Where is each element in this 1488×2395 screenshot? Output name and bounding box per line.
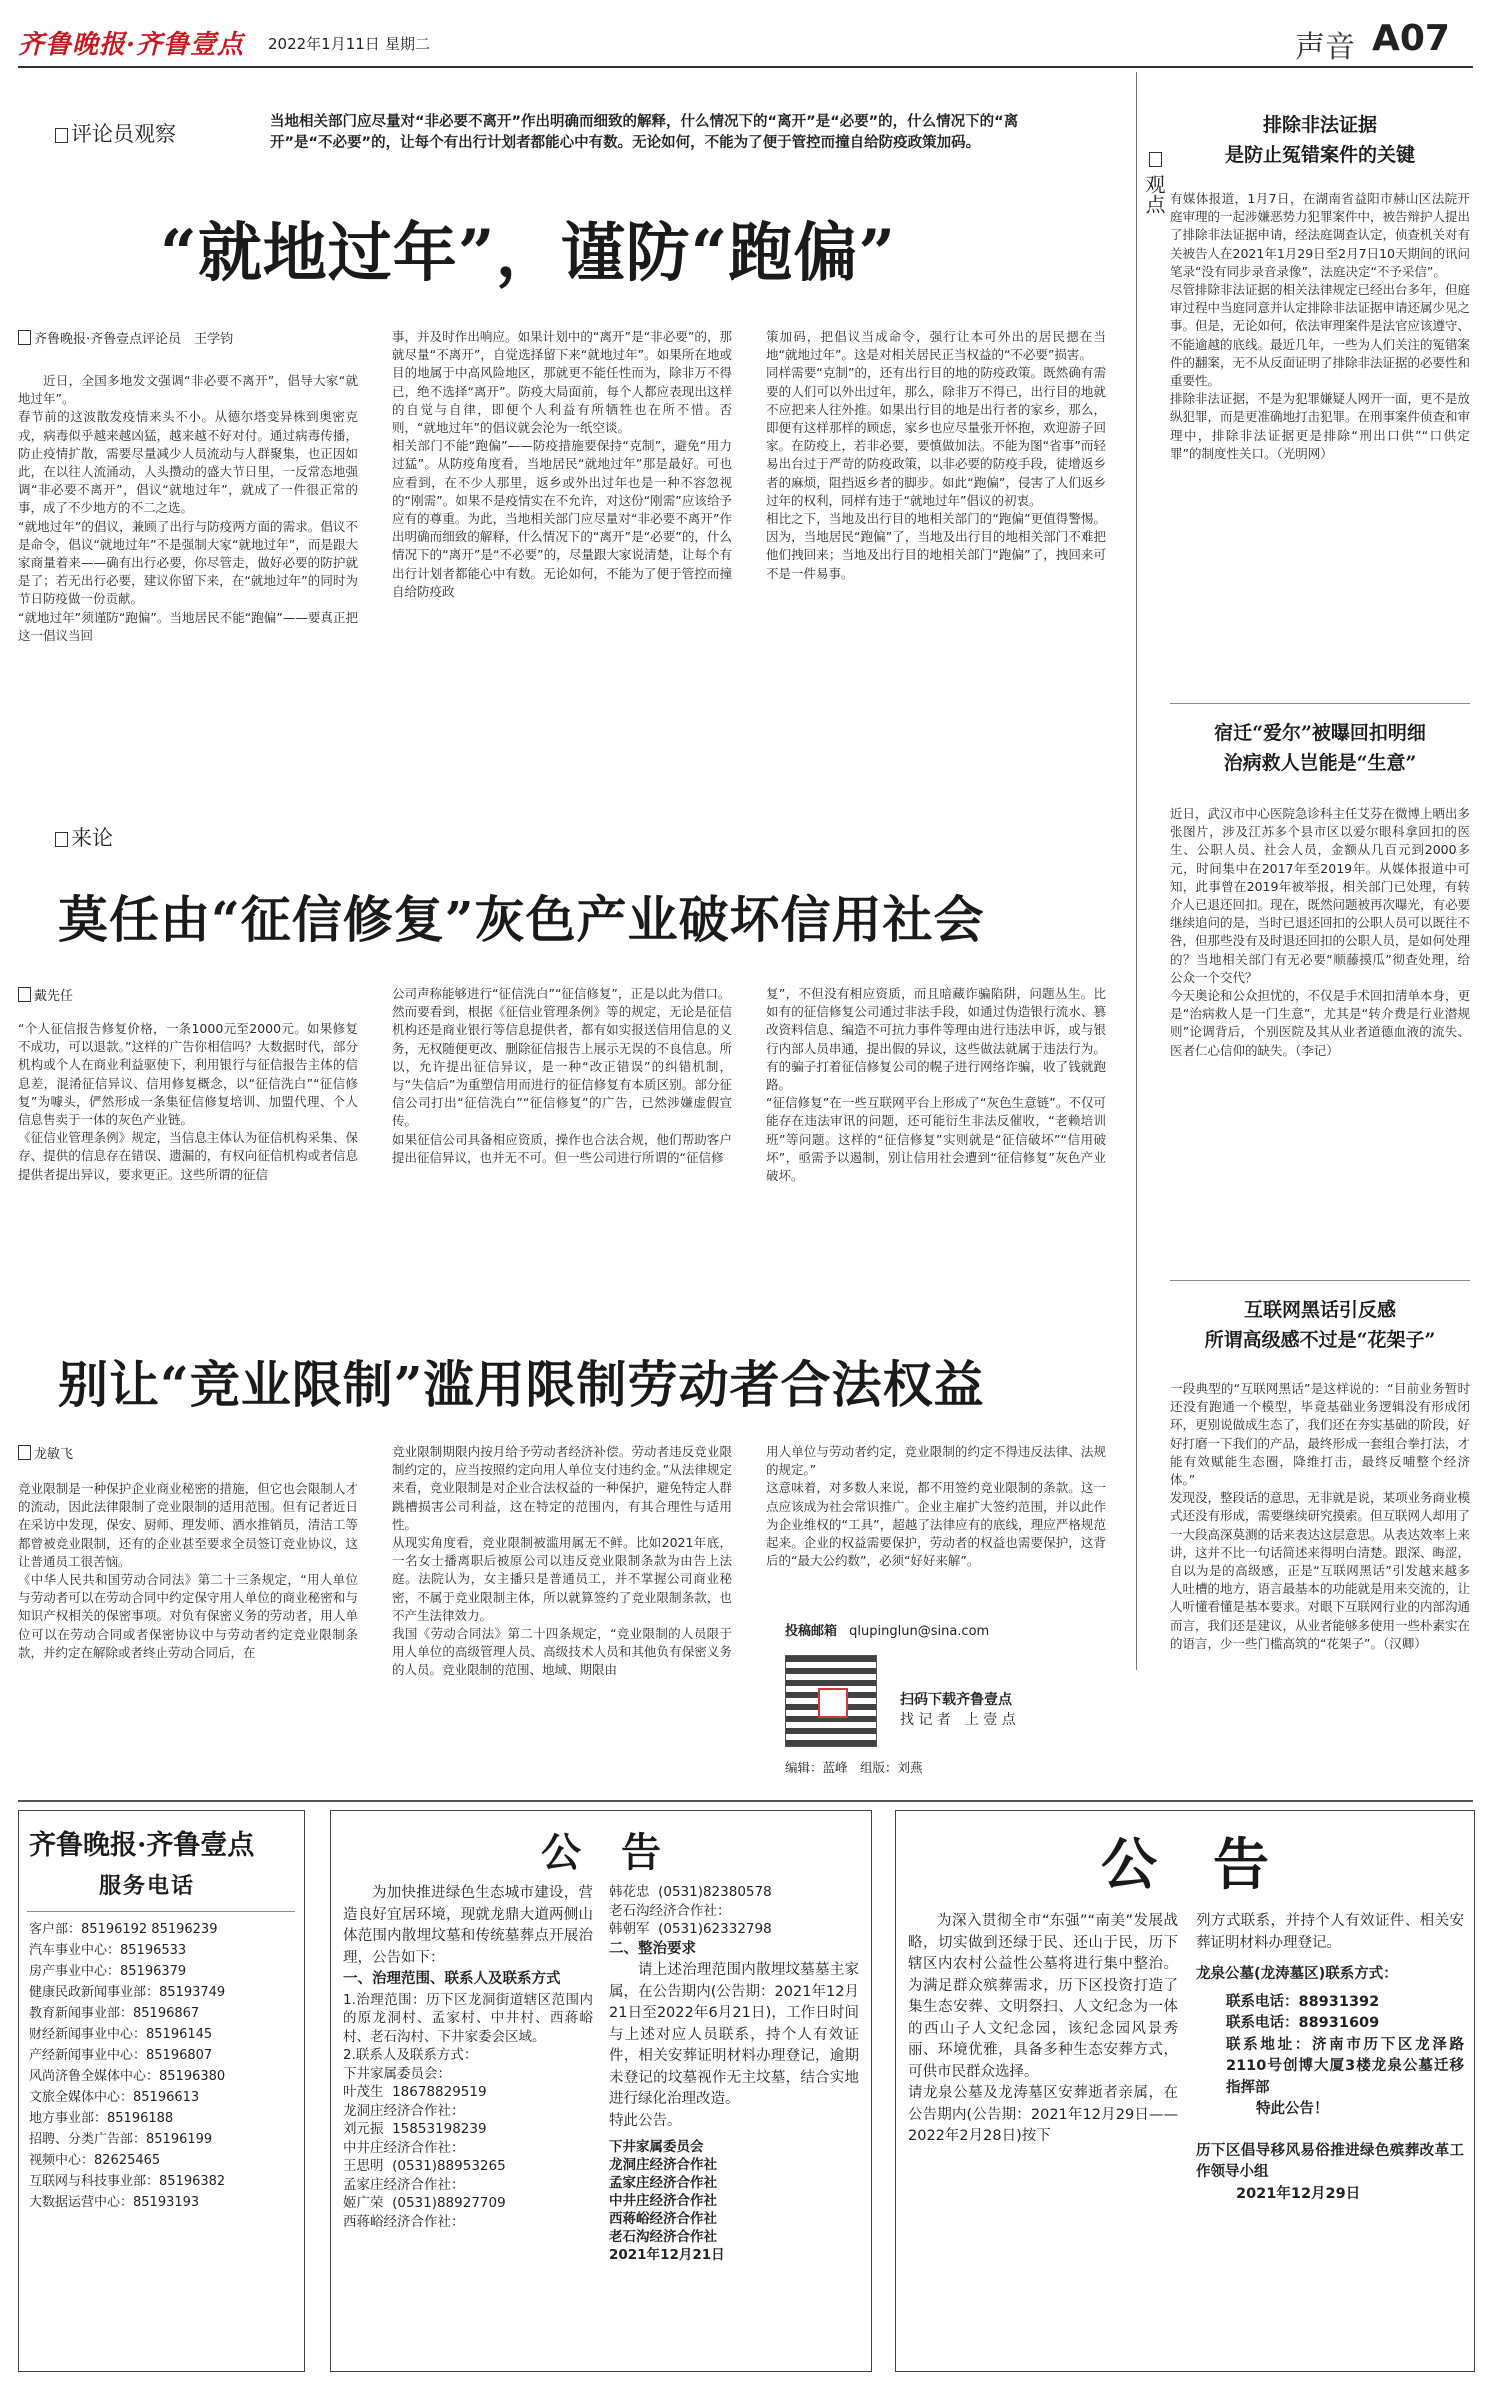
side-kicker-text: 观点: [1142, 174, 1166, 214]
notice1-date: 2021年12月21日: [609, 2247, 725, 2263]
article3-col3: 用人单位与劳动者约定，竞业限制的约定不得违反法律、法规的规定。” 这意味着，对多数人来说，都不用签约竞业限制的条款。这一点应该成为社会常识推广。企业主雇扩大签约范围，并以此作为企业维权的“工具”，超越了法律应有的底线，理应严格规范起来。企业的权益需要保护，劳动者的权益也需要保护，这背后的“最大公约数”，必须“好好来解”。: [766, 1444, 1106, 1569]
notice2-col2: [1196, 1911, 1464, 2205]
article1-kicker-text: 评论员观察: [71, 122, 176, 146]
side1-body: 有媒体报道，1月7日，在湖南省益阳市赫山区法院开庭审理的一起涉嫌恶势力犯罪案件中，被告辩护人提出了排除非法证据申请，经法庭调查认定，侦查机关对有关被告人在2021年1月29日至2月7日10天期间的讯问笔录“没有同步录音录像”，法庭决定“不予采信”。 尽管排除非法证据的相关法律规定已经出台多年，但庭审过程中当庭同意并认定排除非法证据申请还属少见之事。但是，无论如何，依法审理案件是法官应该遵守、不能逾越的底线。最近几年，一些为人们关注的冤错案件的翻案，无不从反面证明了排除非法证据的必要性和重要性。 排除非法证据，不是为犯罪嫌疑人网开一面，更不是放纵犯罪，而是更准确地打击犯罪。在刑事案件侦查和审理中，排除非法证据更是排除“刑出口供”“口供定罪”的制度性关口。（光明网）: [1170, 191, 1470, 461]
notice1-signer: 西蒋峪经济合作社: [609, 2211, 717, 2227]
editors-line: 编辑：蓝峰 组版：刘燕: [785, 1760, 923, 1775]
notice2-phone2: 联系电话：88931609: [1226, 2015, 1380, 2031]
notice1-col1: [343, 1883, 593, 2231]
notice2-col1: 为深入贯彻全市“东强”“南美”发展战略，切实做到还绿于民、还山于民，历下辖区内农村公益性公墓将进行集中整治。为满足群众殡葬需求，历下区投资打造了集生态安葬、文明祭扫、人文纪念为一体的西山子人文纪念园，该纪念园风景秀丽、环境优雅，具备多种生态安葬方式，可供市民群众选择。 请龙泉公墓及龙涛墓区安葬逝者亲属，在公告期内(公告期：2021年12月29日——2022年2月28日)按下: [908, 1913, 1178, 2144]
article2-byline: [18, 985, 73, 1004]
service-line: 风尚济鲁全媒体中心：85196380: [29, 2069, 226, 2084]
service-list: [29, 1919, 225, 2213]
box-mark-icon: [18, 1445, 31, 1460]
side2-body: 近日，武汉市中心医院急诊科主任艾芬在微博上晒出多张图片，涉及江苏多个县市区以爱尔眼科拿回扣的医生、公职人员、社会人员，金额从几百元到2000多元，时间集中在2017年至2019年。从媒体报道中可知，此事曾在2019年被举报，相关部门已处理，有转介人已退还回扣。现在，既然问题被再次曝光，有必要继续追问的是，当时已退还回扣的公职人员可以既往不咎，但那些没有及时退还回扣的公职人员，是如何处理的？当地相关部门有无必要“顺藤摸瓜”彻查处理，给公众一个交代？ 今天奥论和公众担忧的，不仅是手术回扣清单本身，更是“治病救人是一门生意”，尤其是“转介费是行业潜规则”论调背后，个别医院及其从业者道德血液的流失、医者仁心信仰的缺失。（李记）: [1170, 806, 1470, 1058]
mailbox-address[interactable]: qlupinglun@sina.com: [849, 1624, 990, 1639]
qr-caption-line1: 扫码下载齐鲁壹点: [900, 1692, 1012, 1708]
service-title: 服务电话: [99, 1873, 196, 1899]
service-logo: 齐鲁晚报·齐鲁壹点: [29, 1830, 255, 1861]
notice1-signer: 下井家属委员会: [609, 2139, 704, 2155]
masthead: [0, 0, 1488, 70]
service-line: 房产事业中心：85196379: [29, 1964, 187, 1979]
service-box: [18, 1810, 305, 2372]
mailbox: [785, 1620, 989, 1639]
article1-col2: 事，并及时作出响应。如果计划中的“离开”是“非必要”的，那就尽量“不离开”，自觉选择留下来“就地过年”。如果所在地或目的地属于中高风险地区，那就更不能任性而为，除非万不得已，绝不选择“离开”。防疫大局面前，每个人都应表现出这样的自觉与自律，即便个人利益有所牺牲也在所不惜。否则，“就地过年”的倡议就会沦为一纸空谈。 相关部门不能“跑偏”——防疫措施要保持“克制”，避免“用力过猛”。从防疫角度看，当地居民“就地过年”那是最好。可也应看到，在不少人那里，返乡或外出过年也是一种不容忽视的“刚需”。如果不是疫情实在不允许，对这份“刚需”应该给予应有的尊重。为此，当地相关部门应尽量对“非必要不离开”作出明确而细致的解释，什么情况下的“离开”是“必要”的，什么情况下的“离开”是“不必要”的，尽量跟大家说清楚，让每个有出行计划者都能心中有数。无论如何，不能为了便于管控而撞自给防疫政: [392, 329, 732, 599]
notice2-contact-title: 龙泉公墓(龙涛墓区)联系方式：: [1196, 1966, 1398, 1982]
notice2-title: 公 告: [1101, 1832, 1269, 1898]
article2-title: 莫任由“征信修复”灰色产业破坏信用社会: [58, 890, 985, 949]
notice1-box: [330, 1810, 872, 2372]
mailbox-label: 投稿邮箱: [785, 1624, 838, 1639]
box-mark-icon: [18, 330, 31, 345]
box-mark-icon: [18, 987, 31, 1002]
notice2-date: 2021年12月29日: [1236, 2185, 1361, 2202]
section-name: 声音: [1295, 30, 1355, 65]
notice2-instruction: 列方式联系，并持个人有效证件、相关安葬证明材料办理登记。: [1196, 1913, 1464, 1951]
service-line: 财经新闻事业中心：85196145: [29, 2027, 213, 2042]
service-line: 视频中心：82625465: [29, 2153, 161, 2168]
main-side-divider: [1136, 72, 1137, 1670]
article1-byline: [18, 328, 233, 347]
article1-title: “就地过年”，谨防“跑偏”: [160, 216, 897, 291]
box-mark-icon: [55, 128, 68, 143]
notice2-box: [895, 1810, 1475, 2372]
article2-kicker: [55, 822, 113, 852]
article2-col1: “个人征信报告修复价格，一条1000元至2000元。如果修复不成功，可以退款。”这样的广告你相信吗？大数据时代，部分机构或个人在商业利益驱使下，利用银行与征信报告主体的信息差，混淆征信异议、信用修复概念，以“征信洗白”“征信修复”为噱头，俨然形成一条集征信修复培训、加盟代理、个人信息售卖于一体的灰色产业链。 《征信业管理条例》规定，当信息主体认为征信机构采集、保存、提供的信息存在错误、遗漏的，有权向征信机构或者信息提供者提出异议，要求更正。这些所谓的征信: [18, 1021, 358, 1182]
article2-col2: 公司声称能够进行“征信洗白”“征信修复”，正是以此为借口。 然而要看到，根据《征信业管理条例》等的规定，无论是征信机构还是商业银行等信息提供者，都有如实报送信用信息的义务，无权随便更改、删除征信报告上展示无误的不良信息。所以，允许提出征信异议，是一种“改正错误”的纠错机制，与“失信后”为重塑信用而进行的征信修复有本质区别。部分征信公司打出“征信洗白”“征信修复”的广告，已然涉嫌虚假宣传。 如果征信公司具备相应资质，操作也合法合规，他们帮助客户提出征信异议，也并无不可。但一些公司进行所谓的“征信修: [392, 986, 732, 1165]
notice1-col2: [609, 1883, 859, 2264]
notice1-requirements: 请上述治理范围内散埋坟墓墓主家属，在公告期内(公告期：2021年12月21日至2022年6月21日)，工作日时间与上述对应人员联系，持个人有效证件，相关安葬证明材料办理登记，逾期未登记的坟墓视作无主坟墓，结合实地进行绿化治理改造。 特此公告。: [609, 1962, 859, 2129]
service-line: 产经新闻事业中心：85196807: [29, 2048, 213, 2063]
notice2-signer: 历下区倡导移风易俗推进绿色殡葬改革工作领导小组: [1196, 2142, 1464, 2180]
notice1-signer: 老石沟经济合作社: [609, 2229, 717, 2245]
service-line: 大数据运营中心：85193193: [29, 2195, 200, 2210]
notice1-signer: 中井庄经济合作社: [609, 2193, 717, 2209]
masthead-rule: [18, 66, 1473, 68]
notice1-intro: 为加快推进绿色生态城市建设，营造良好宜居环境，现就龙鼎大道两侧山体范围内散埋坟墓和传统墓葬点开展治理，公告如下：: [343, 1885, 593, 1966]
notice1-scope: 1.治理范围：历下区龙洞街道辖区范围内的原龙洞村、孟家村、中井村、西蒋峪村、老石沟村、下井家委会区域。 2.联系人及联系方式： 下井家属委员会： 叶茂生 18678829519 龙洞庄经济合作社： 刘元振 15853198239 中井庄经济合作社： 王思明 (0531)88953265 孟家庄经济合作社： 姬广荣 (0531)88927709 西蒋峪经济合作社：: [343, 1991, 593, 2230]
side-kicker: [1140, 150, 1166, 214]
article3-title: 别让“竞业限制”滥用限制劳动者合法权益: [58, 1355, 985, 1414]
article1-lede: 当地相关部门应尽量对“非必要不离开”作出明确而细致的解释，什么情况下的“离开”是“必要”的，什么情况下的“离开”是“不必要”的，让每个有出行计划者都能心中有数。无论如何，不能为了便于管控而撞自给防疫政策加码。: [270, 114, 1019, 151]
side3-body: 一段典型的“互联网黑话”是这样说的：“目前业务暂时还没有跑通一个模型，毕竟基础业务逻辑没有形成闭环，更别说做成生态了，我们还在夯实基础的阶段，好好打磨一下我们的产品，最终形成一套组合拳打法，才能有效赋能生态圈，降维打击，最终反哺整个经济体。” 发现没，整段话的意思，无非就是说，某项业务商业模式还没有形成，需要继续研究摸索。但互联网人却用了一大段高深莫测的话来表达这层意思。从表达效率上来讲，这并不比一句话简述来得明白清楚。跟深、晦涩，自以为是的高级感，正是“互联网黑话”引发越来越多人吐槽的地方，语言最基本的功能就是用来交流的，让人听懂看懂是基本要求。对眼下互联网行业的内部沟通而言，我们还是建议，从业者能够多使用一些朴素实在的语言，少一些门槛高筑的“花架子”。（汉卿）: [1170, 1381, 1470, 1651]
box-mark-icon: [55, 832, 68, 847]
notice1-contacts: 韩花忠 (0531)82380578 老石沟经济合作社： 韩朝军 (0531)62332798: [609, 1884, 772, 1937]
article2-byline-text: 戴先任: [34, 989, 74, 1004]
article3-byline: [18, 1443, 73, 1462]
notice1-signer: 孟家庄经济合作社: [609, 2175, 717, 2191]
service-line: 招聘、分类广告部：85196199: [29, 2132, 213, 2147]
notice2-closing: 特此公告！: [1256, 2101, 1329, 2117]
notice2-phone1: 联系电话：88931392: [1226, 1993, 1380, 2010]
service-line: 汽车事业中心：85196533: [29, 1943, 187, 1958]
side2-title: 宿迁“爱尔”被曝回扣明细 治病救人岂能是“生意”: [1214, 722, 1426, 774]
service-line: 互联网与科技事业部：85196382: [29, 2174, 226, 2189]
side1-title: 排除非法证据 是防止冤错案件的关键: [1224, 114, 1415, 166]
article1-col3: 策加码，把倡议当成命令，强行让本可外出的居民摁在当地“就地过年”。这是对相关居民正当权益的“不必要”损害。 同样需要“克制”的，还有出行目的地的防疫政策。既然确有需要的人们可以外出过年，那么，除非万不得已，出行目的地就不应把来人往外推。如果出行目的地是出行者的家乡，那么，即便有这样那样的顾虑，家乡也应尽量张开怀抱，欢迎游子回家。在防疫上，若非必要，要慎做加法。不能为图“省事”而轻易出台过于严苛的防疫政策，以非必要的防疫手段，徒增返乡者的麻烦，阻挡返乡者的脚步。如此“跑偏”，侵害了人们返乡过年的权利，同样有违于“就地过年”倡议的初衷。 相比之下，当地及出行目的地相关部门的“跑偏”更值得警惕。因为，当地居民“跑偏”了，当地及出行目的地相关部门不难把他们拽回来；当地及出行目的地相关部门“跑偏”了，拽回来可不是一件易事。: [766, 329, 1106, 581]
notice1-signers: [609, 2138, 859, 2264]
article3-byline-text: 龙敏飞: [34, 1447, 74, 1462]
bottom-band-rule: [18, 1800, 1473, 1802]
notice2-address: 联系地址：济南市历下区龙泽路2110号创博大厦3楼龙泉公墓迁移指挥部: [1226, 2036, 1464, 2096]
article1-byline-text: 齐鲁晚报·齐鲁壹点评论员 王学钧: [34, 332, 234, 347]
masthead-logo: 齐鲁晚报·齐鲁壹点: [18, 30, 245, 60]
notice1-heading1: 一、治理范围、联系人及联系方式: [343, 1971, 561, 1987]
qr-code[interactable]: [785, 1655, 877, 1747]
article1-col1: 近日，全国多地发文强调“非必要不离开”，倡导大家“就地过年”。 春节前的这波散发疫情来头不小。从德尔塔变异株到奥密克戎，病毒似乎越来越凶猛，越来越不好对付。通过病毒传播，防止疫情扩散，需要尽量减少人员流动与人群聚集，也正因如此，在以往人流涌动，人头攒动的盛大节日里，一反常态地强调“非必要不离开”，倡议“就地过年”，就成了一件很正常的事，成了不少地方的不二之选。 “就地过年”的倡议，兼顾了出行与防疫两方面的需求。倡议不是命令，倡议“就地过年”不是强制大家“就地过年”，而是跟大家商量着来——确有出行必要，你尽管走，做好必要的防护就是了；若无出行必要，建议你留下来，在“就地过年”的同时为节日防疫做一份贡献。 “就地过年”须谨防“跑偏”。当地居民不能“跑偏”——要真正把这一倡议当回: [18, 373, 358, 643]
notice1-signer: 龙洞庄经济合作社: [609, 2157, 717, 2173]
qr-caption-line2: 找 记 者 上 壹 点: [900, 1712, 1016, 1728]
side-divider-1: [1170, 703, 1470, 704]
article2-col3: 复”，不但没有相应资质，而且暗藏诈骗陷阱，问题丛生。比如有的征信修复公司通过非法手段，如通过伪造银行流水、篡改资料信息、编造不可抗力事件等理由进行违法申诉，或与银行内部人员串通，提出假的异议，这些做法就属于违法行为。有的骗子打着征信修复公司的幌子进行网络诈骗，收了钱就跑路。 “征信修复”在一些互联网平台上形成了“灰色生意链”。不仅可能存在违法审讯的问题，还可能衍生非法反催收，“老赖培训班”等问题。这样的“征信修复”实则就是“征信破坏”“信用破坏”，亟需予以遏制，别让信用社会遭到“征信修复”灰色产业破坏。: [766, 986, 1106, 1184]
service-line: 文旅全媒体中心：85196613: [29, 2090, 200, 2105]
side-divider-2: [1170, 1280, 1470, 1281]
service-rule: [27, 1911, 295, 1912]
service-line: 地方事业部：85196188: [29, 2111, 174, 2126]
notice1-heading2: 二、整治要求: [609, 1940, 696, 1957]
page-number: A07: [1372, 18, 1450, 59]
side3-title: 互联网黑话引反感 所谓高级感不过是“花架子”: [1204, 1299, 1436, 1351]
article2-kicker-text: 来论: [71, 826, 113, 850]
service-line: 教育新闻事业部：85196867: [29, 2006, 200, 2021]
article3-col2: 竞业限制期限内按月给予劳动者经济补偿。劳动者违反竞业限制约定的，应当按照约定向用人单位支付违约金。”从法律规定来看，竞业限制是对企业合法权益的一种保护，避免特定人群跳槽损害公司利益，这在特定的范围内，有其合理性与适用性。 从现实角度看，竞业限制被滥用属无不鲜。比如2021年底，一名女士播离职后被原公司以违反竞业限制条款为由告上法庭。法院认为，女主播只是普通员工，并不掌握公司商业秘密，不属于竞业限制主体，所以就算签约了竞业限制条款，也不产生法律效力。 我国《劳动合同法》第二十四条规定，“竞业限制的人员限于用人单位的高级管理人员、高级技术人员和其他负有保密义务的人员。竞业限制的范围、地域、期限由: [392, 1444, 732, 1678]
masthead-date: 2022年1月11日: [268, 35, 380, 53]
qr-caption: [900, 1690, 1016, 1730]
box-mark-icon: [1149, 152, 1162, 167]
qr-center-logo-icon: [818, 1688, 848, 1718]
article1-kicker: [55, 118, 176, 148]
masthead-weekday: 星期二: [385, 35, 431, 53]
service-line: 健康民政新闻事业部：85193749: [29, 1985, 226, 2000]
service-line: 客户部：85196192 85196239: [29, 1922, 218, 1937]
article3-col1: 竞业限制是一种保护企业商业秘密的措施，但它也会限制人才的流动，因此法律限制了竞业限制的适用范围。但有记者近日在采访中发现，保安、厨师、理发师、酒水推销员，清洁工等都曾被竞业限制，还有的企业甚至要求全员签订竞业协议，这让普通员工很苦恼。 《中华人民共和国劳动合同法》第二十三条规定，“用人单位与劳动者可以在劳动合同中约定保守用人单位的商业秘密和与知识产权相关的保密事项。对负有保密义务的劳动者，用人单位可以在劳动合同或者保密协议中与劳动者约定竞业限制条款，并约定在解除或者终止劳动合同后，在: [18, 1481, 358, 1660]
notice1-title: 公 告: [541, 1829, 661, 1876]
